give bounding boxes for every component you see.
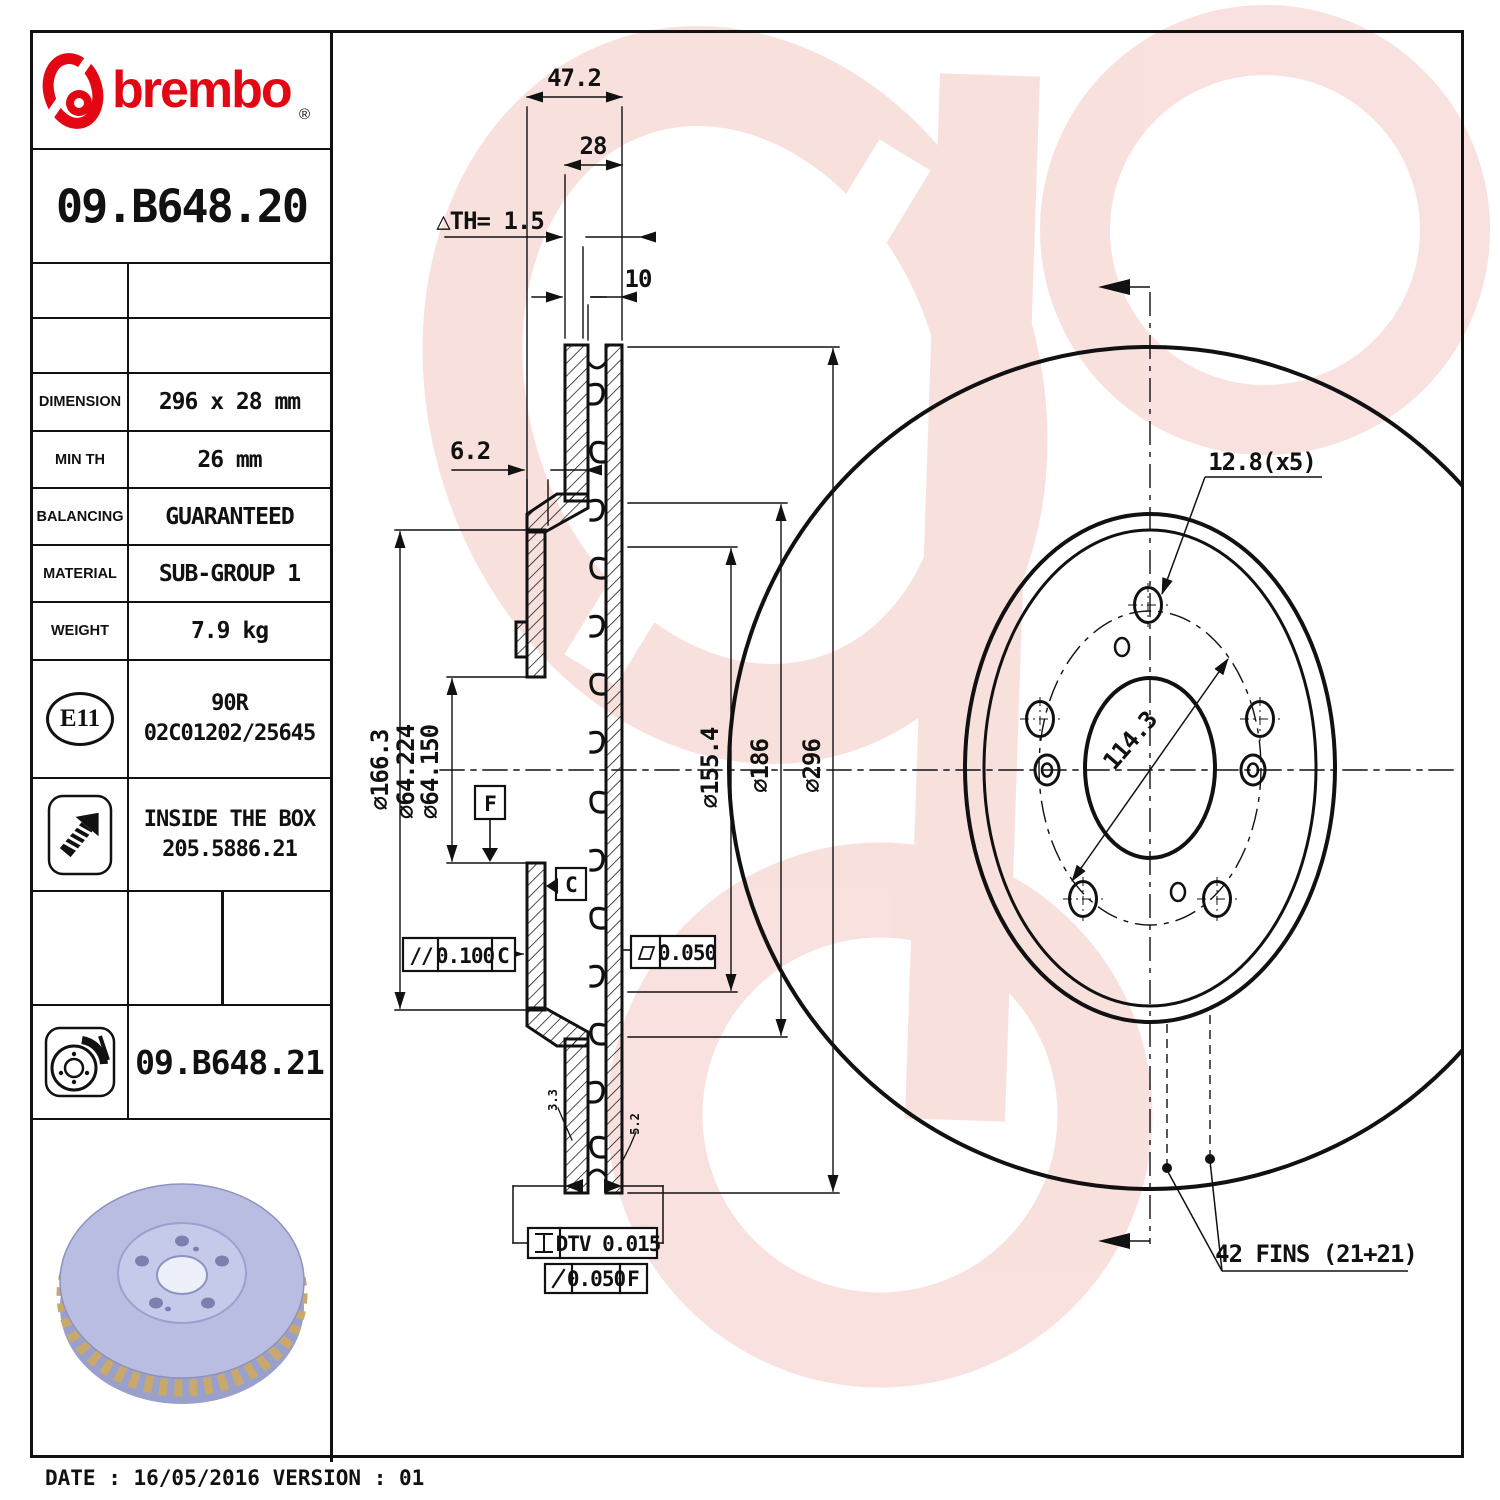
dim-bcd: 114.3 — [1097, 706, 1163, 776]
runout-value: 0.050 — [566, 1267, 626, 1291]
spec-label: BALANCING — [36, 508, 124, 525]
alt-part-number: 09.B648.21 — [135, 1042, 324, 1082]
dim-th: △TH= 1.5 — [436, 207, 544, 235]
brembo-logo — [37, 41, 327, 141]
product-photo-cell — [33, 1118, 330, 1462]
spec-value: 7.9 kg — [190, 618, 269, 644]
spec-value: 296 x 28 mm — [158, 389, 301, 415]
dim-od: ∅296 — [798, 739, 826, 793]
registered-mark: ® — [298, 105, 310, 123]
dim-hat-od: ∅166.3 — [366, 729, 394, 811]
brembo-watermark-logo — [392, 7, 1455, 1340]
fins-leader — [1162, 1014, 1408, 1271]
spec-value: 26 mm — [197, 446, 262, 473]
dim-plate: 10 — [624, 265, 652, 293]
datum-f-label: F — [484, 792, 496, 816]
spec-label: DIMENSION — [38, 394, 122, 410]
dim-band-id: ∅186 — [746, 739, 774, 793]
dim-band-width: 28 — [579, 132, 607, 160]
alt-part-row — [33, 1004, 330, 1118]
brand-wordmark: brembo — [111, 60, 291, 119]
part-number-row — [33, 148, 330, 262]
inside-box-row — [33, 777, 330, 890]
spec-row-balancing — [33, 487, 330, 544]
vent-fins — [591, 384, 603, 1157]
spec-row-material — [33, 544, 330, 601]
e11-badge: E11 — [46, 692, 114, 746]
brembo-logo-mark — [40, 52, 104, 129]
inside-box-line1: INSIDE THE BOX — [143, 806, 316, 832]
empty-row-2 — [33, 317, 330, 372]
dim-braking-id: ∅155.4 — [696, 727, 724, 809]
spec-value: SUB-GROUP 1 — [158, 560, 301, 587]
homologation-row — [33, 659, 330, 777]
spec-label: MATERIAL — [43, 565, 117, 582]
product-photo — [42, 1141, 322, 1441]
chamfer-right: 5.2 — [628, 1113, 642, 1135]
dim-bore-max: ∅64.224 — [392, 724, 420, 820]
empty-row-1 — [33, 262, 330, 317]
homologation-line2: 02C01202/25645 — [143, 721, 316, 746]
dim-bolt-holes: 12.8(x5) — [1208, 448, 1316, 476]
empty-row-3 — [33, 890, 330, 1004]
disc-with-pad-icon — [44, 1026, 116, 1098]
vent-slots — [588, 345, 606, 1193]
date-version-line: DATE : 16/05/2016 VERSION : 01 — [45, 1466, 425, 1490]
spec-row-minth — [33, 430, 330, 487]
homologation-line1: 90R — [211, 691, 248, 717]
parallel-value: 0.100 — [435, 944, 495, 968]
inside-box-line2: 205.5886.21 — [162, 836, 297, 862]
dim-bore-min: ∅64.150 — [416, 724, 444, 820]
parallel-ref: C — [497, 944, 509, 968]
datum-c-label: C — [565, 873, 577, 897]
chamfer-left: 3.3 — [546, 1089, 560, 1111]
brand-row — [33, 33, 330, 148]
dim-wall: 6.2 — [449, 437, 491, 465]
spec-label: WEIGHT — [51, 623, 109, 639]
spec-label: MIN TH — [55, 451, 105, 468]
flatness-value: 0.050 — [657, 941, 717, 965]
dtv-value: DTV 0.015 — [555, 1232, 661, 1256]
dim-overall-width: 47.2 — [547, 64, 601, 92]
runout-ref: F — [627, 1267, 639, 1291]
spec-value: GUARANTEED — [165, 503, 294, 530]
spec-row-dimension — [33, 372, 330, 430]
part-number: 09.B648.20 — [56, 179, 307, 233]
sidebar-divider — [330, 30, 333, 1462]
fins-label: 42 FINS (21+21) — [1215, 1240, 1417, 1268]
screw-icon — [47, 794, 113, 876]
parallel-symbol: // — [409, 944, 433, 968]
spec-row-weight — [33, 601, 330, 659]
